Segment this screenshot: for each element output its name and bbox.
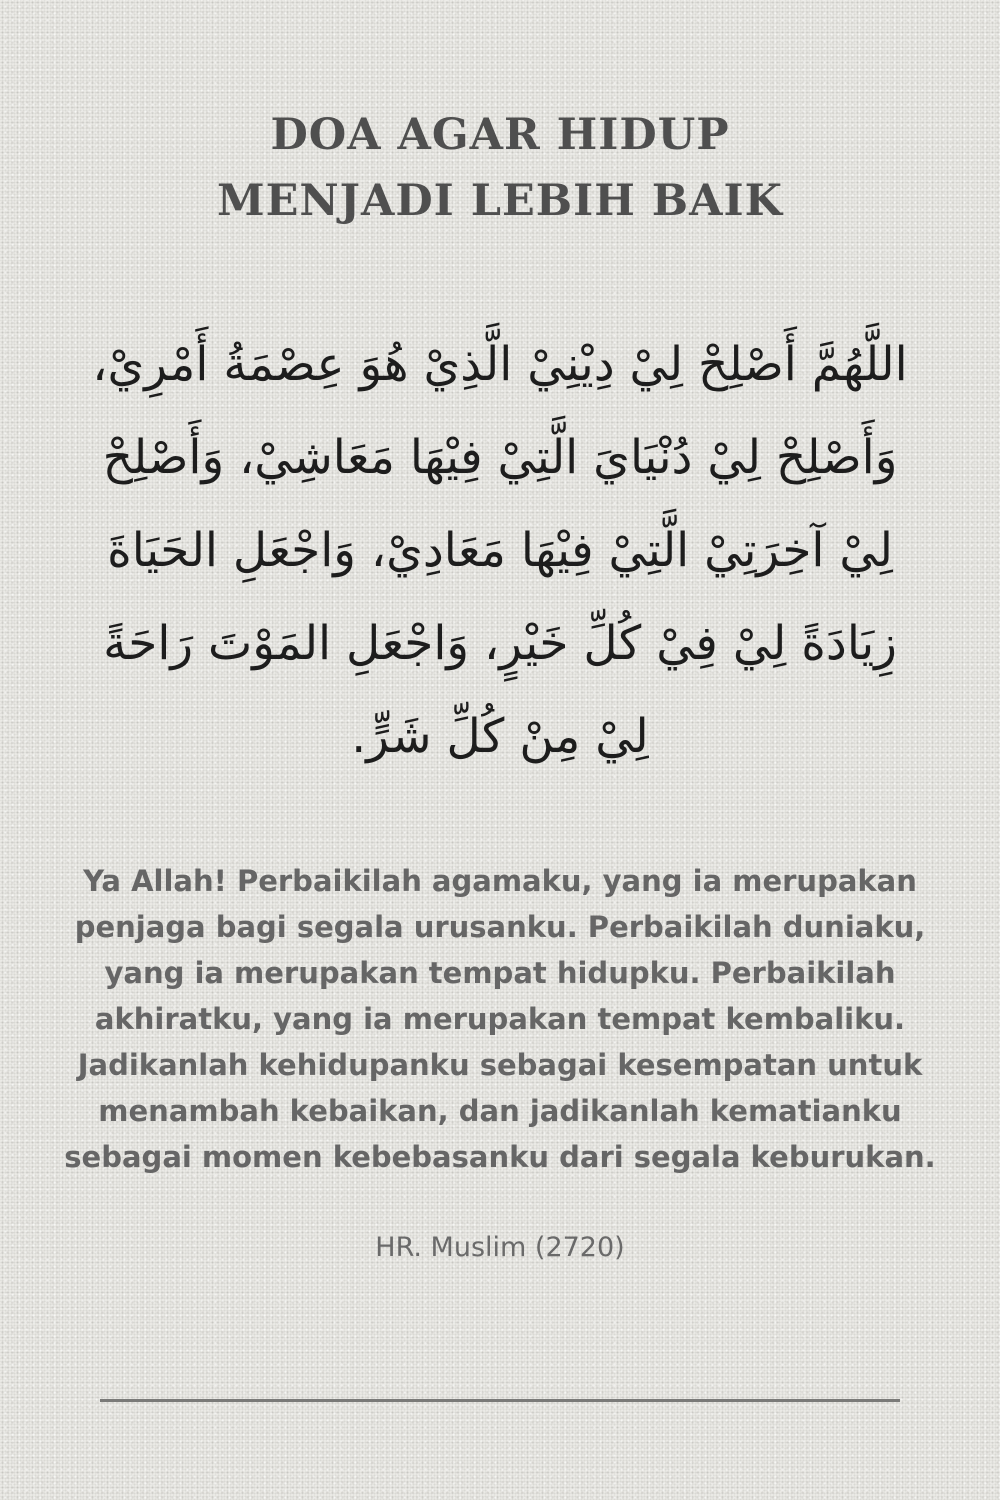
translation-text bbox=[60, 858, 940, 1180]
arabic-prayer-text: اللَّهُمَّ أَصْلِحْ لِيْ دِيْنِيْ الَّذِيْ هُوَ عِصْمَةُ أَمْرِيْ، وَأَصْلِحْ لِيْ دُنْيَايَ الَّتِيْ فِيْهَا مَعَاشِيْ، وَأَصْلِحْ لِيْ آخِرَتِيْ الَّتِيْ فِيْهَا مَعَادِيْ، وَاجْعَلِ الحَيَاةَ زِيَادَةً لِيْ فِيْ كُلِّ خَيْرٍ، وَاجْعَلِ المَوْتَ رَاحَةً لِيْ مِنْ كُلِّ شَرٍّ. bbox=[92, 337, 908, 764]
page-title bbox=[0, 102, 1000, 234]
translation-line: menambah kebaikan, dan jadikanlah kematianku bbox=[98, 1094, 902, 1128]
translation-line: Jadikanlah kehidupanku sebagai kesempatan untuk bbox=[77, 1048, 923, 1082]
translation-line: penjaga bagi segala urusanku. Perbaikilah duniaku, bbox=[74, 910, 926, 944]
bottom-divider bbox=[100, 1399, 900, 1402]
translation-line: sebagai momen kebebasanku dari segala keburukan. bbox=[64, 1140, 936, 1174]
translation-line: akhiratku, yang ia merupakan tempat kembaliku. bbox=[94, 1002, 906, 1036]
title-line-2: MENJADI LEBIH BAIK bbox=[216, 176, 784, 226]
translation-line: Ya Allah! Perbaikilah agamaku, yang ia merupakan bbox=[83, 864, 917, 898]
translation-line: yang ia merupakan tempat hidupku. Perbaikilah bbox=[104, 956, 896, 990]
source-citation: HR. Muslim (2720) bbox=[375, 1232, 625, 1263]
title-line-1: DOA AGAR HIDUP bbox=[270, 110, 730, 160]
